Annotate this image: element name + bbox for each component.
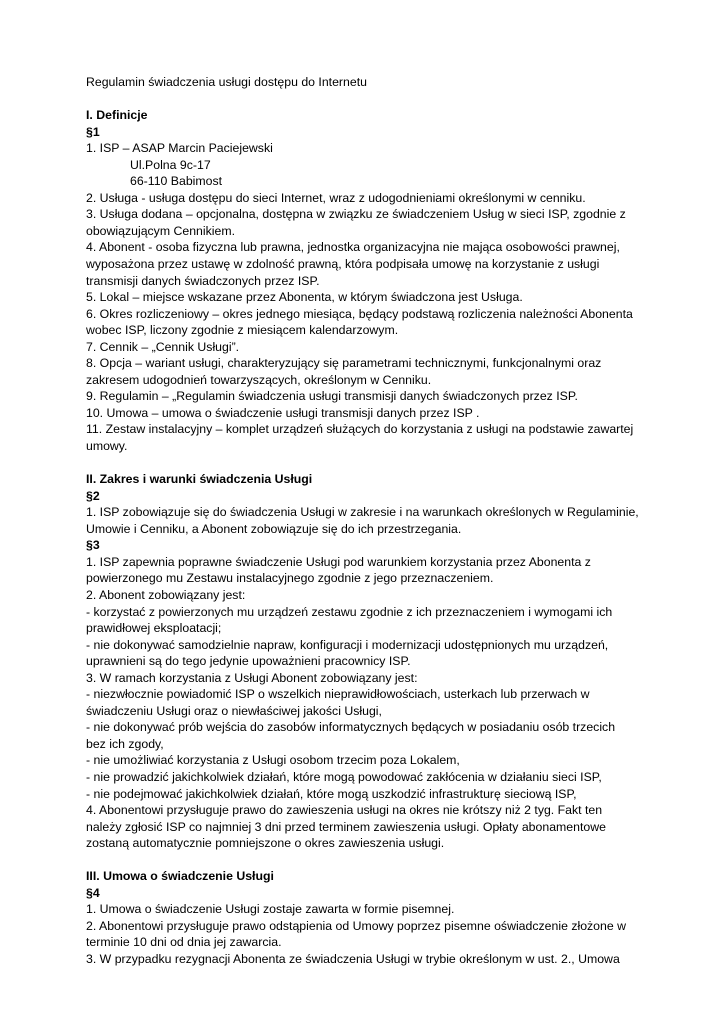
- paragraph-sign-2: §2: [86, 488, 100, 503]
- definition-line: 1. ISP – ASAP Marcin Paciejewski: [86, 141, 273, 156]
- body-line: świadczeniu Usługi oraz o niewłaściwej jakości Usługi,: [86, 703, 382, 718]
- body-line: - niezwłocznie powiadomić ISP o wszelkich nieprawidłowościach, usterkach lub przerwach w: [86, 687, 590, 702]
- definition-line: wobec ISP, liczony zgodnie z miesiącem kalendarzowym.: [86, 323, 399, 338]
- body-line: bez ich zgody,: [86, 736, 164, 751]
- definition-line: zakresem udogodnień towarzyszących, określonym w Cenniku.: [86, 372, 432, 387]
- body-line: terminie 10 dni od dnia jej zawarcia.: [86, 935, 282, 950]
- body-line: - nie umożliwiać korzystania z Usługi osobom trzecim poza Lokalem,: [86, 753, 460, 768]
- body-line: należy zgłosić ISP co najmniej 3 dni przed terminem zawieszenia usługi. Opłaty abonamentowe: [86, 819, 606, 834]
- body-line: 3. W ramach korzystania z Usługi Abonent zobowiązany jest:: [86, 670, 418, 685]
- body-line: 4. Abonentowi przysługuje prawo do zawieszenia usługi na okres nie krótszy niż 2 tyg. Fakt ten: [86, 803, 603, 818]
- body-line: - nie dokonywać prób wejścia do zasobów informatycznych będących w posiadaniu osób trzecich: [86, 720, 616, 735]
- body-line: 2. Abonent zobowiązany jest:: [86, 587, 246, 602]
- definition-line: 8. Opcja – wariant usługi, charakteryzujący się parametrami technicznymi, funkcjonalnymi oraz: [86, 356, 602, 371]
- definition-line: 7. Cennik – „Cennik Usługi”.: [86, 339, 240, 354]
- paragraph-sign-1: §1: [86, 124, 100, 139]
- body-line: powierzonego mu Zestawu instalacyjnego zgodnie z jego przeznaczeniem.: [86, 571, 494, 586]
- definition-line: umowy.: [86, 439, 128, 454]
- definition-line: 5. Lokal – miejsce wskazane przez Abonenta, w którym świadczona jest Usługa.: [86, 290, 523, 305]
- definition-line: 4. Abonent - osoba fizyczna lub prawna, jednostka organizacyjna nie mająca osobowości prawnej,: [86, 240, 620, 255]
- spacer: [86, 91, 664, 108]
- body-line: Umowie i Cenniku, a Abonent zobowiązuje się do ich przestrzegania.: [86, 521, 462, 536]
- definition-line: 9. Regulamin – „Regulamin świadczenia usługi transmisji danych świadczonych przez ISP.: [86, 389, 578, 404]
- spacer: [86, 455, 664, 472]
- address-line: 66-110 Babimost: [130, 174, 223, 189]
- section-heading-1: I. Definicje: [86, 108, 148, 123]
- address-line: Ul.Polna 9c-17: [130, 157, 211, 172]
- paragraph-sign-4: §4: [86, 885, 100, 900]
- body-line: 1. Umowa o świadczenie Usługi zostaje zawarta w formie pisemnej.: [86, 902, 455, 917]
- spacer: [86, 852, 664, 869]
- definition-line: 6. Okres rozliczeniowy – okres jednego miesiąca, będący podstawą rozliczenia należności Abonenta: [86, 306, 633, 321]
- definition-line: 10. Umowa – umowa o świadczenie usługi transmisji danych przez ISP .: [86, 405, 480, 420]
- definition-line: 11. Zestaw instalacyjny – komplet urządzeń służących do korzystania z usługi na podstawie zawartej: [86, 422, 634, 437]
- body-line: 1. ISP zapewnia poprawne świadczenie Usługi pod warunkiem korzystania przez Abonenta z: [86, 554, 591, 569]
- body-line: - nie dokonywać samodzielnie napraw, konfiguracji i modernizacji udostępnionych mu urządzeń,: [86, 637, 609, 652]
- body-line: 1. ISP zobowiązuje się do świadczenia Usługi w zakresie i na warunkach określonych w Regulaminie,: [86, 505, 639, 520]
- body-line: - nie podejmować jakichkolwiek działań, które mogą uszkodzić infrastrukturę sieciową ISP,: [86, 786, 577, 801]
- body-line: prawidłowej eksploatacji;: [86, 621, 222, 636]
- body-line: zostaną automatycznie pomniejszone o okres zawieszenia usługi.: [86, 836, 445, 851]
- definition-line: obowiązującym Cennikiem.: [86, 223, 235, 238]
- definition-line: 3. Usługa dodana – opcjonalna, dostępna w związku ze świadczeniem Usług w sieci ISP, zgodnie z: [86, 207, 626, 222]
- body-line: - korzystać z powierzonych mu urządzeń zestawu zgodnie z ich przeznaczeniem i wymogami ich: [86, 604, 613, 619]
- body-line: 2. Abonentowi przysługuje prawo odstąpienia od Umowy poprzez pisemne oświadczenie złożone w: [86, 918, 627, 933]
- section-heading-2: II. Zakres i warunki świadczenia Usługi: [86, 472, 313, 487]
- definition-line: transmisji danych świadczonych przez ISP.: [86, 273, 320, 288]
- definition-line: 2. Usługa - usługa dostępu do sieci Internet, wraz z udogodnieniami określonymi w cenniku.: [86, 190, 586, 205]
- document-title: Regulamin świadczenia usługi dostępu do Internetu: [86, 75, 367, 89]
- body-line: uprawnieni są do tego jedynie upoważnieni pracownicy ISP.: [86, 654, 411, 669]
- body-line: 3. W przypadku rezygnacji Abonenta ze świadczenia Usługi w trybie określonym w ust. 2., Umowa: [86, 951, 620, 966]
- section-heading-3: III. Umowa o świadczenie Usługi: [86, 869, 274, 884]
- definition-line: wyposażona przez ustawę w zdolność prawną, która podpisała umowę na korzystanie z usługi: [86, 257, 600, 272]
- body-line: - nie prowadzić jakichkolwiek działań, które mogą powodować zakłócenia w działaniu sieci ISP,: [86, 769, 602, 784]
- paragraph-sign-3: §3: [86, 538, 100, 553]
